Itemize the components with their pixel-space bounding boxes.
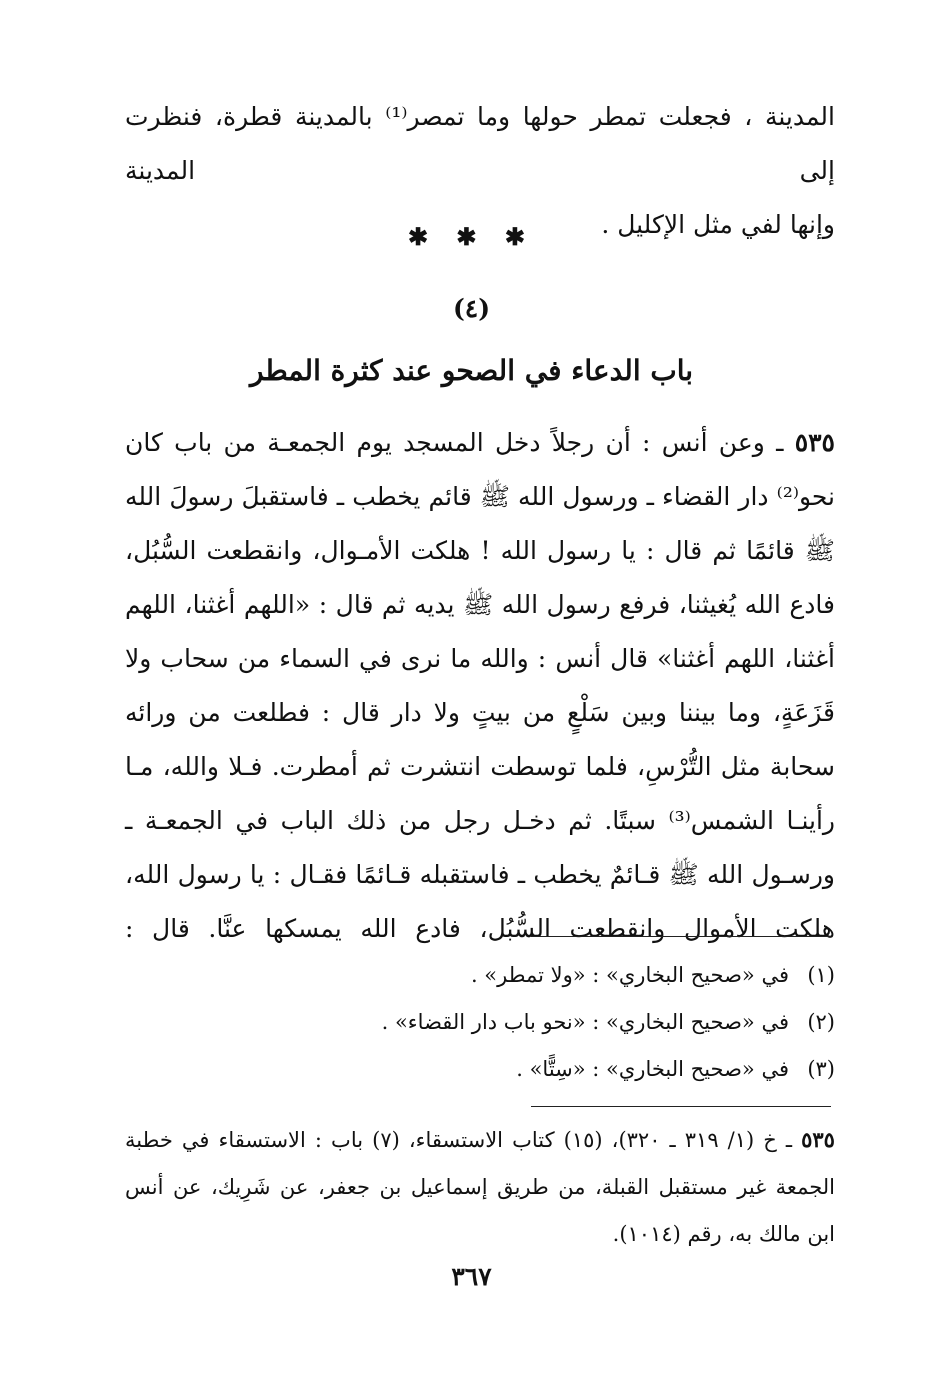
hadith-paragraph xyxy=(125,416,835,956)
chapter-number: (٤) xyxy=(452,294,491,323)
section-separator: ✱ ✱ ✱ xyxy=(407,222,536,251)
footnote-item xyxy=(115,952,835,999)
footnote-item xyxy=(115,1046,835,1093)
footnote-number: (٣) xyxy=(807,1057,835,1081)
hadith-number: ٥٣٥ xyxy=(794,428,835,457)
source-reference xyxy=(125,1116,835,1258)
source-text: ـ خ (١/ ٣١٩ ـ ٣٢٠)، (١٥) كتاب الاستسقاء، (٧) باب : الاستسقاء في خطبة الجمعة غير مستقبل القبلة، من طريق إسماعيل بن جعفر، عن شَرِيك، عن أنس ابن مالك به، رقم (١٠١٤). xyxy=(125,1128,835,1246)
page-number: ٣٦٧ xyxy=(451,1262,492,1291)
footnote-text: في «صحيح البخاري» : «نحو باب دار القضاء» . xyxy=(381,1010,789,1034)
footnote-number: (١) xyxy=(807,963,835,987)
footnote-number: (٢) xyxy=(807,1010,835,1034)
footnote-text: في «صحيح البخاري» : «سِتًّا» . xyxy=(516,1057,789,1081)
source-number: ٥٣٥ xyxy=(801,1127,835,1152)
intro-line-2: وإنها لفي مثل الإكليل . xyxy=(601,210,835,239)
footnotes xyxy=(115,952,835,1093)
hadith-text: ـ وعن أنس : أن رجلاً دخل المسجد يوم الجمعـة من باب كان نحو⁽²⁾ دار القضاء ـ ورسول الله ﷺ قائم يخطب ـ فاستقبلَ رسولَ الله ﷺ قائمًا ثم قال : يا رسول الله ! هلكت الأمـوال، وانقطعت السُّبُل، فادع الله يُغيثنا، فرفع رسول الله ﷺ يديه ثم قال : «اللهم أغثنا، اللهم أغثنا، اللهم أغثنا» قال أنس : والله ما نرى في السماء من سحاب ولا قَزَعَةٍ، وما بيننا وبين سَلْعٍ من بيتٍ ولا دار قال : فطلعت من ورائه سحابة مثل التُّرْسِ، فلما توسطت انتشرت ثم أمطرت. فـلا والله، مـا رأينـا الشمس⁽³⁾ سبتًا. ثم دخـل رجل من ذلك الباب في الجمعـة ـ ورسـول الله ﷺ قـائمٌ يخطب ـ فاستقبله قـائمًا فقـال : يا رسول الله، هلكت الأموال وانقطعت السُّبُل، فادع الله يمسكها عنَّا. قال : xyxy=(125,428,835,943)
source-divider xyxy=(531,1106,831,1107)
footnote-divider xyxy=(531,936,831,937)
footnote-text: في «صحيح البخاري» : «ولا تمطر» . xyxy=(470,963,789,987)
chapter-title: باب الدعاء في الصحو عند كثرة المطر xyxy=(249,354,694,387)
intro-line-1: المدينة ، فجعلت تمطر حولها وما تمصر⁽¹⁾ بالمدينة قطرة، فنظرت إلى المدينة xyxy=(125,102,835,185)
footnote-item xyxy=(115,999,835,1046)
